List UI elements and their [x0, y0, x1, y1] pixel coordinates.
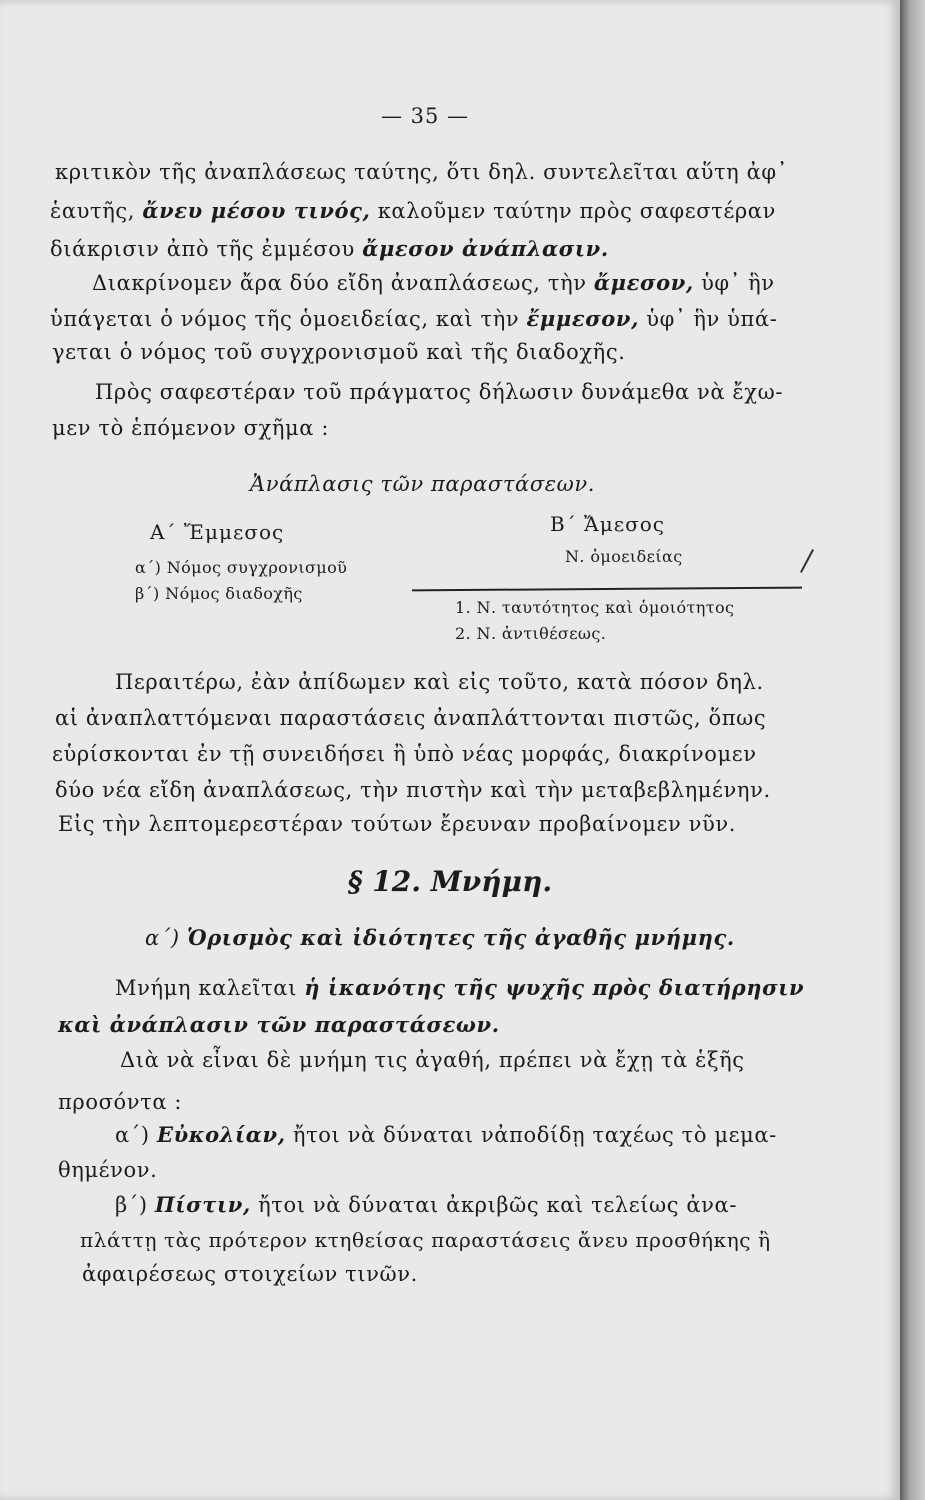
scheme-left-item2: β΄) Νόμος διαδοχῆς: [135, 584, 303, 603]
page-number: — 35 —: [380, 104, 470, 128]
p6-line1: Διὰ νὰ εἶναι δὲ μνήμη τις ἀγαθή, πρέπει νὰ ἔχῃ τὰ ἑξῆς: [120, 1048, 745, 1072]
item-a-text: ἤτοι νὰ δύναται νἀποδίδῃ ταχέως τὸ μεμα-: [292, 1123, 777, 1147]
p2-line2-post: ὑφ᾽ ἣν ὑπά-: [646, 307, 778, 331]
p2-line1-emphasis: ἄμεσον,: [593, 270, 694, 295]
item-b-label: β΄): [115, 1193, 148, 1217]
p4-line5: Εἰς τὴν λεπτομερεστέραν τούτων ἔρευναν προβαίνομεν νῦν.: [58, 812, 737, 836]
p5-line1: [115, 975, 804, 1000]
p1-line3: [50, 236, 609, 261]
scheme-right-header: Β΄ Ἄμεσος: [550, 512, 665, 536]
p1-line1: κριτικὸν τῆς ἀναπλάσεως ταύτης, ὅτι δηλ. συντελεῖται αὕτη ἀφ᾽: [55, 160, 788, 184]
p1-line2: [50, 198, 776, 223]
p2-line3: γεται ὁ νόμος τοῦ συγχρονισμοῦ καὶ τῆς διαδοχῆς.: [52, 340, 626, 364]
p4-line4: δύο νέα εἴδη ἀναπλάσεως, τὴν πιστὴν καὶ τὴν μεταβεβλημένην.: [55, 778, 771, 802]
subheading-text: Ὁρισμὸς καὶ ἰδιότητες τῆς ἀγαθῆς μνήμης.: [186, 925, 735, 950]
p5-line1-emphasis: ἡ ἱκανότης τῆς ψυχῆς πρὸς διατήρησιν: [304, 975, 805, 1000]
p2-line2-pre: ὑπάγεται ὁ νόμος τῆς ὁμοειδείας, καὶ τὴν: [50, 307, 520, 331]
p1-line2-pre: ἑαυτῆς,: [50, 199, 136, 223]
p2-line1: [92, 270, 775, 295]
scheme-slash-mark: [800, 549, 814, 573]
item-b-emphasis: Πίστιν,: [154, 1192, 251, 1217]
scheme-right-item1: 1. Ν. ταυτότητος καὶ ὁμοιότητος: [455, 598, 735, 617]
item-b-line3: ἀφαιρέσεως στοιχείων τινῶν.: [82, 1262, 418, 1286]
item-b-text: ἤτοι νὰ δύναται ἀκριβῶς καὶ τελείως ἀνα-: [258, 1193, 738, 1217]
p3-line2: μεν τὸ ἑπόμενον σχῆμα :: [52, 416, 330, 440]
scheme-right-item2: 2. Ν. ἀντιθέσεως.: [455, 624, 607, 643]
p4-line1: Περαιτέρω, ἐὰν ἀπίδωμεν καὶ εἰς τοῦτο, κατὰ πόσον δηλ.: [115, 670, 764, 694]
p2-line1-pre: Διακρίνομεν ἄρα δύο εἴδη ἀναπλάσεως, τὴν: [92, 271, 587, 295]
item-a-emphasis: Εὐκολίαν,: [156, 1122, 286, 1147]
scheme-left-item1: α΄) Νόμος συγχρονισμοῦ: [135, 558, 348, 577]
p2-line2: [50, 306, 777, 331]
section-subheading: [145, 925, 735, 950]
p3-line1: Πρὸς σαφεστέραν τοῦ πράγματος δήλωσιν δυνάμεθα νὰ ἔχω-: [95, 380, 784, 404]
p5-line1-pre: Μνήμη καλεῖται: [115, 976, 297, 1000]
page-edge-shadow: [900, 0, 925, 1500]
item-a-line2: θημένον.: [58, 1158, 158, 1182]
item-a-label: α΄): [115, 1123, 150, 1147]
section-heading: § 12. Μνήμη.: [347, 865, 553, 898]
scheme-title: Ἀνάπλασις τῶν παραστάσεων.: [250, 472, 596, 496]
p6-line2: προσόντα :: [58, 1090, 183, 1114]
p1-line2-emphasis: ἄνευ μέσου τινός,: [142, 198, 371, 223]
item-b-line1: [115, 1192, 737, 1217]
subheading-label: α΄): [145, 926, 180, 950]
p1-line3-pre: διάκρισιν ἀπὸ τῆς ἐμμέσου: [50, 237, 355, 261]
scheme-divider-rule: [412, 587, 802, 592]
p4-line2: αἱ ἀναπλαττόμεναι παραστάσεις ἀναπλάττονται πιστῶς, ὅπως: [55, 706, 767, 730]
scheme-right-sub: Ν. ὁμοειδείας: [565, 547, 683, 566]
p2-line1-post: ὑφ᾽ ἣν: [701, 271, 775, 295]
p2-line2-emphasis: ἔμμεσον,: [526, 306, 639, 331]
p4-line3: εὑρίσκονται ἐν τῇ συνειδήσει ἢ ὑπὸ νέας μορφάς, διακρίνομεν: [52, 742, 757, 766]
p1-line2-post: καλοῦμεν ταύτην πρὸς σαφεστέραν: [377, 199, 776, 223]
scheme-left-header: Α΄ Ἔμμεσος: [150, 520, 285, 544]
p1-line3-emphasis: ἄμεσον ἀνάπλασιν.: [362, 236, 609, 261]
item-a-line1: [115, 1122, 777, 1147]
p5-line2: καὶ ἀνάπλασιν τῶν παραστάσεων.: [58, 1012, 500, 1037]
item-b-line2: πλάττῃ τὰς πρότερον κτηθείσας παραστάσεις ἄνευ προσθήκης ἢ: [80, 1228, 771, 1252]
